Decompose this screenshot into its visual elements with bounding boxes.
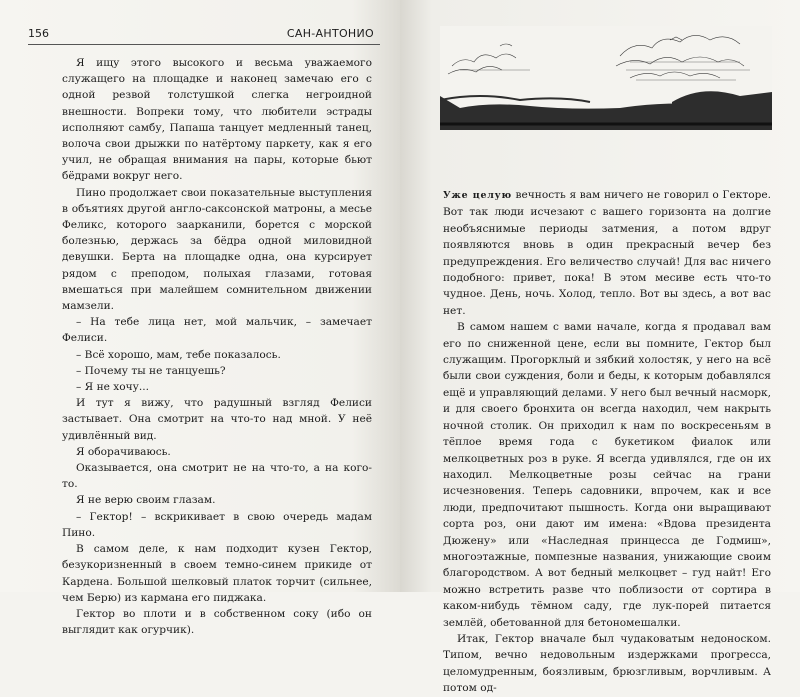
running-head [28, 27, 380, 43]
paragraph: Итак, Гектор вначале был чудаковатым недоноском. Типом, вечно недовольным издержками прогресса, целомудренным, боязливым, брюзгливым, ворчливым. А потом од- [443, 632, 771, 695]
paragraph: Я ищу этого высокого и весьма уважаемого служащего на площадке и наконец замечаю его с одной резвой толстушкой слегка негроидной внешности. Вопреки тому, что любители эстрады исполняют самбу, Папаша танцует медленный танец, волоча свои дрыжки по натёртому паркету, как я его учил, не обращая внимания на пары, которые бьют бёдрами вокруг него. [62, 57, 372, 183]
paragraph: Гектор во плоти и в собственном соку (ибо он выглядит как огурчик). [62, 607, 372, 637]
opening-paragraph [443, 187, 771, 319]
dialogue-line: – Почему ты не танцуешь? [76, 364, 226, 377]
right-page-text [443, 187, 771, 697]
header-rule [28, 44, 380, 45]
dialogue-line: – Всё хорошо, мам, тебе показалось. [76, 348, 281, 361]
paragraph: Я не верю своим глазам. [76, 494, 216, 507]
paragraph: И тут я вижу, что радушный взгляд Фелиси застывает. Она смотрит на что-то над мной. У неё удивлённый вид. [62, 397, 372, 442]
opening-small-caps: Уже целую [443, 190, 512, 201]
paragraph: Оказывается, она смотрит не на что-то, а на кого-то. [62, 462, 372, 491]
paragraph: Я оборачиваюсь. [76, 445, 171, 458]
page-number: 156 [28, 27, 49, 40]
dialogue-line: – На тебе лица нет, мой мальчик, – замечает Фелиси. [62, 316, 372, 345]
book-author-header: САН-АНТОНИО [286, 27, 374, 40]
dialogue-line: – Гектор! – вскрикивает в свою очередь мадам Пино. [62, 510, 372, 539]
left-page [0, 0, 400, 637]
paragraph: Пино продолжает свои показательные выступления в объятиях другой англо-саксонской матроны, а месье Феликс, которого заарканили, борется с морской болезнью, держась за бёдра одной миловидной девушки. Берта на площадке одна, она курсирует рядом с преподом, полыхая глазами, готовая вмешаться при малейшем сомнительном движении мамзели. [62, 186, 372, 313]
landscape-illustration [440, 26, 772, 130]
paragraph: В самом нашем с вами начале, когда я продавал вам его по сниженной цене, если вы помните, Гектор был служащим. Прогорклый и зябкий холостяк, у него на всё были свои суждения, боли и беды, к которым добавлялся ещё и управляющий делами. У него был вечный насморк, и для своего бронхита он всегда находил, чем накрыть ночной столик. Он приходил к нам по воскресеньям в тёплое время года с букетиком фиалок или мелкоцветных роз в руке. Я всегда удивлялся, где он их находил. Мелкоцветные розы сейчас на грани исчезновения. Теперь садовники, впрочем, как и все люди, предпочитают пышность. Когда они выращивают сорта роз, они дают им имена: «Вдова президента Дюжену» или «Наследная принцесса де Годмиш», многоэтажные, помпезные названия, унижающие своим благородством. А вот бедный мелкоцвет – гуд найт! Его можно встретить разве что поблизости от сортира в каком-нибудь тёмном саду, где лук-порей питается землёй, обетованной для бетономешалки. [443, 321, 771, 629]
opening-paragraph-text: вечность я вам ничего не говорил о Гекторе. Вот так люди исчезают с вашего горизонта на долгие необъяснимые периоды затмения, а потом вдруг появляются вновь в один прекрасный вечер без предупреждения. Его величество случай! Для вас ничего подобного: привет, пока! В этом месиве есть что-то чудное. День, ночь. Холод, тепло. Вот вы здесь, а вот вас нет. [443, 189, 771, 317]
left-page-text [62, 55, 372, 638]
dialogue-line: – Я не хочу... [76, 381, 149, 394]
paragraph: В самом деле, к нам подходит кузен Гектор, безукоризненный в своем темно-синем прикиде от Кардена. Большой шелковый платок торчит (сильнее, чем Берю) из кармана его пиджака. [62, 543, 372, 604]
